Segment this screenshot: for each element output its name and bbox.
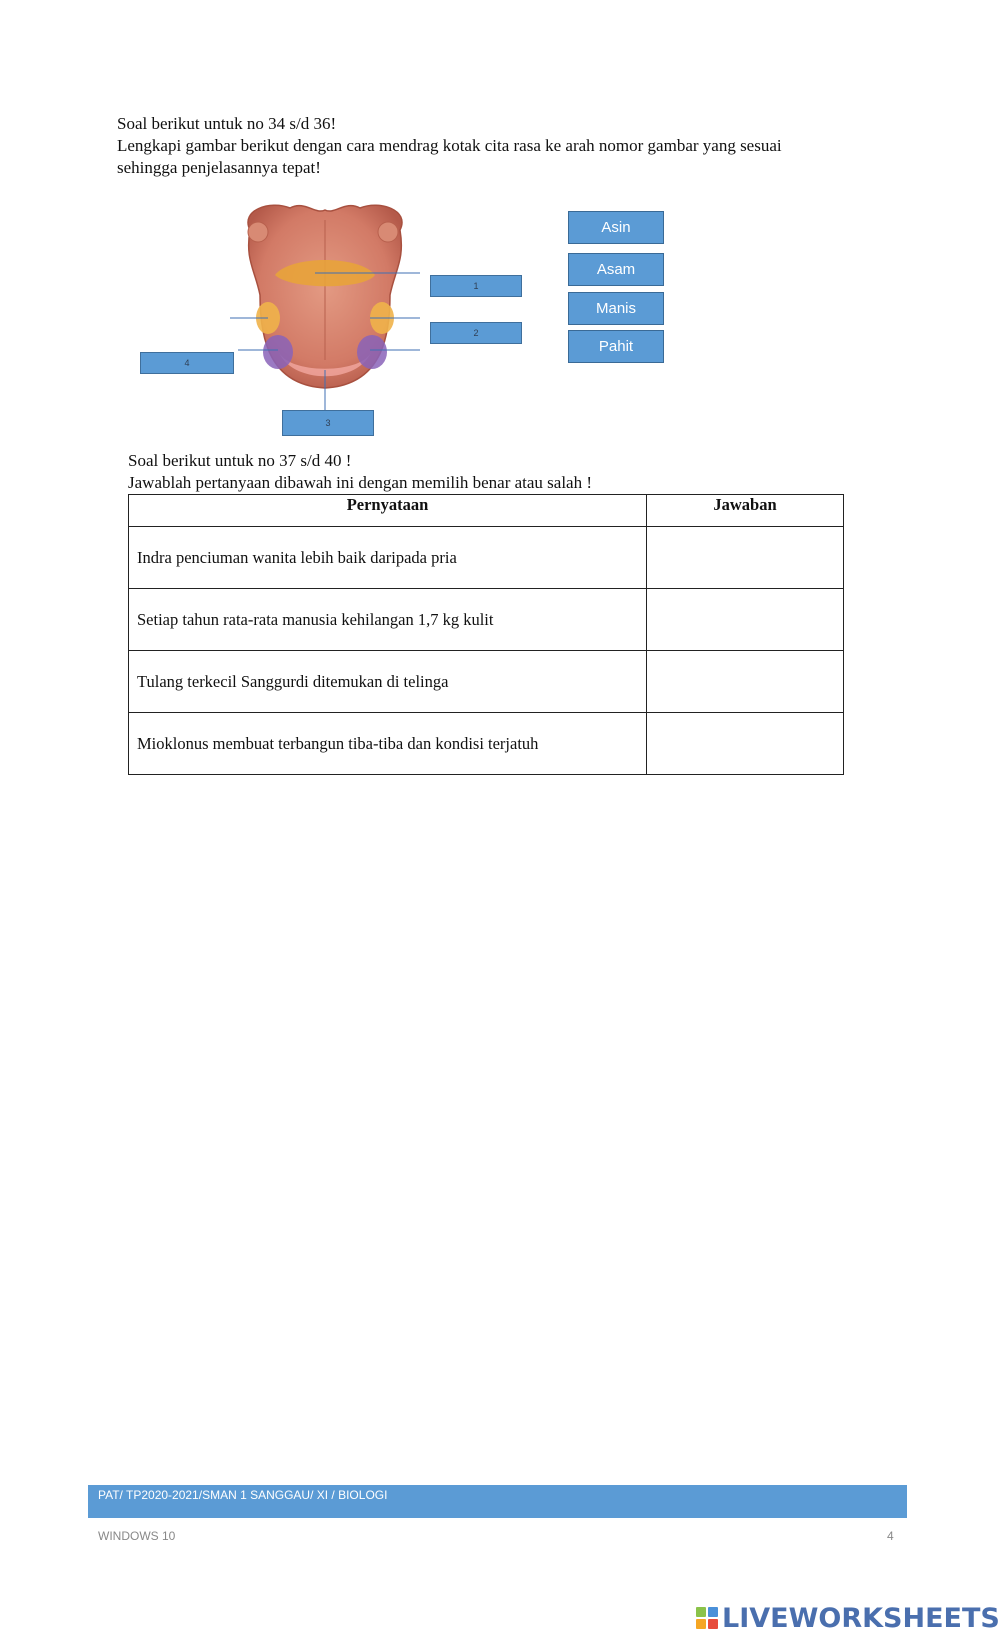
answer-cell[interactable] (647, 527, 844, 589)
answer-cell[interactable] (647, 713, 844, 775)
drop-box-1[interactable]: 1 (430, 275, 522, 297)
logo-grid-icon (696, 1607, 718, 1629)
table-header-row (129, 495, 844, 527)
drop-box-3[interactable]: 3 (282, 410, 374, 436)
liveworksheets-logo[interactable] (696, 1602, 1000, 1634)
header-jawaban: Jawaban (647, 495, 844, 527)
answer-cell[interactable] (647, 651, 844, 713)
footer-left-text: WINDOWS 10 (98, 1529, 176, 1543)
drop-box-2[interactable]: 2 (430, 322, 522, 344)
statement-cell: Indra penciuman wanita lebih baik daripada pria (129, 527, 647, 589)
statement-cell: Tulang terkecil Sanggurdi ditemukan di telinga (129, 651, 647, 713)
section1-instruction-line1: Lengkapi gambar berikut dengan cara mendrag kotak cita rasa ke arah nomor gambar yang sesuai (117, 136, 782, 155)
section2-heading: Soal berikut untuk no 37 s/d 40 ! (128, 451, 352, 470)
header-pernyataan: Pernyataan (129, 495, 647, 527)
taste-option-asin[interactable]: Asin (568, 211, 664, 244)
section2-instruction: Jawablah pertanyaan dibawah ini dengan memilih benar atau salah ! (128, 473, 593, 492)
taste-option-manis[interactable]: Manis (568, 292, 664, 325)
section1-instruction-line2: sehingga penjelasannya tepat! (117, 158, 321, 177)
statement-cell: Mioklonus membuat terbangun tiba-tiba dan kondisi terjatuh (129, 713, 647, 775)
taste-option-asam[interactable]: Asam (568, 253, 664, 286)
page-number: 4 (887, 1529, 894, 1543)
table-row (129, 589, 844, 651)
logo-text: LIVEWORKSHEETS (722, 1602, 1000, 1634)
section1-heading: Soal berikut untuk no 34 s/d 36! (117, 114, 337, 133)
answer-cell[interactable] (647, 589, 844, 651)
table-row (129, 527, 844, 589)
table-row (129, 713, 844, 775)
statement-cell: Setiap tahun rata-rata manusia kehilangan 1,7 kg kulit (129, 589, 647, 651)
footer-bar-text: PAT/ TP2020-2021/SMAN 1 SANGGAU/ XI / BIOLOGI (98, 1488, 388, 1502)
taste-option-pahit[interactable]: Pahit (568, 330, 664, 363)
table-row (129, 651, 844, 713)
footer-bar (88, 1485, 907, 1518)
statement-table (128, 494, 844, 775)
tongue-diagram (230, 200, 420, 410)
drop-box-4[interactable]: 4 (140, 352, 234, 374)
